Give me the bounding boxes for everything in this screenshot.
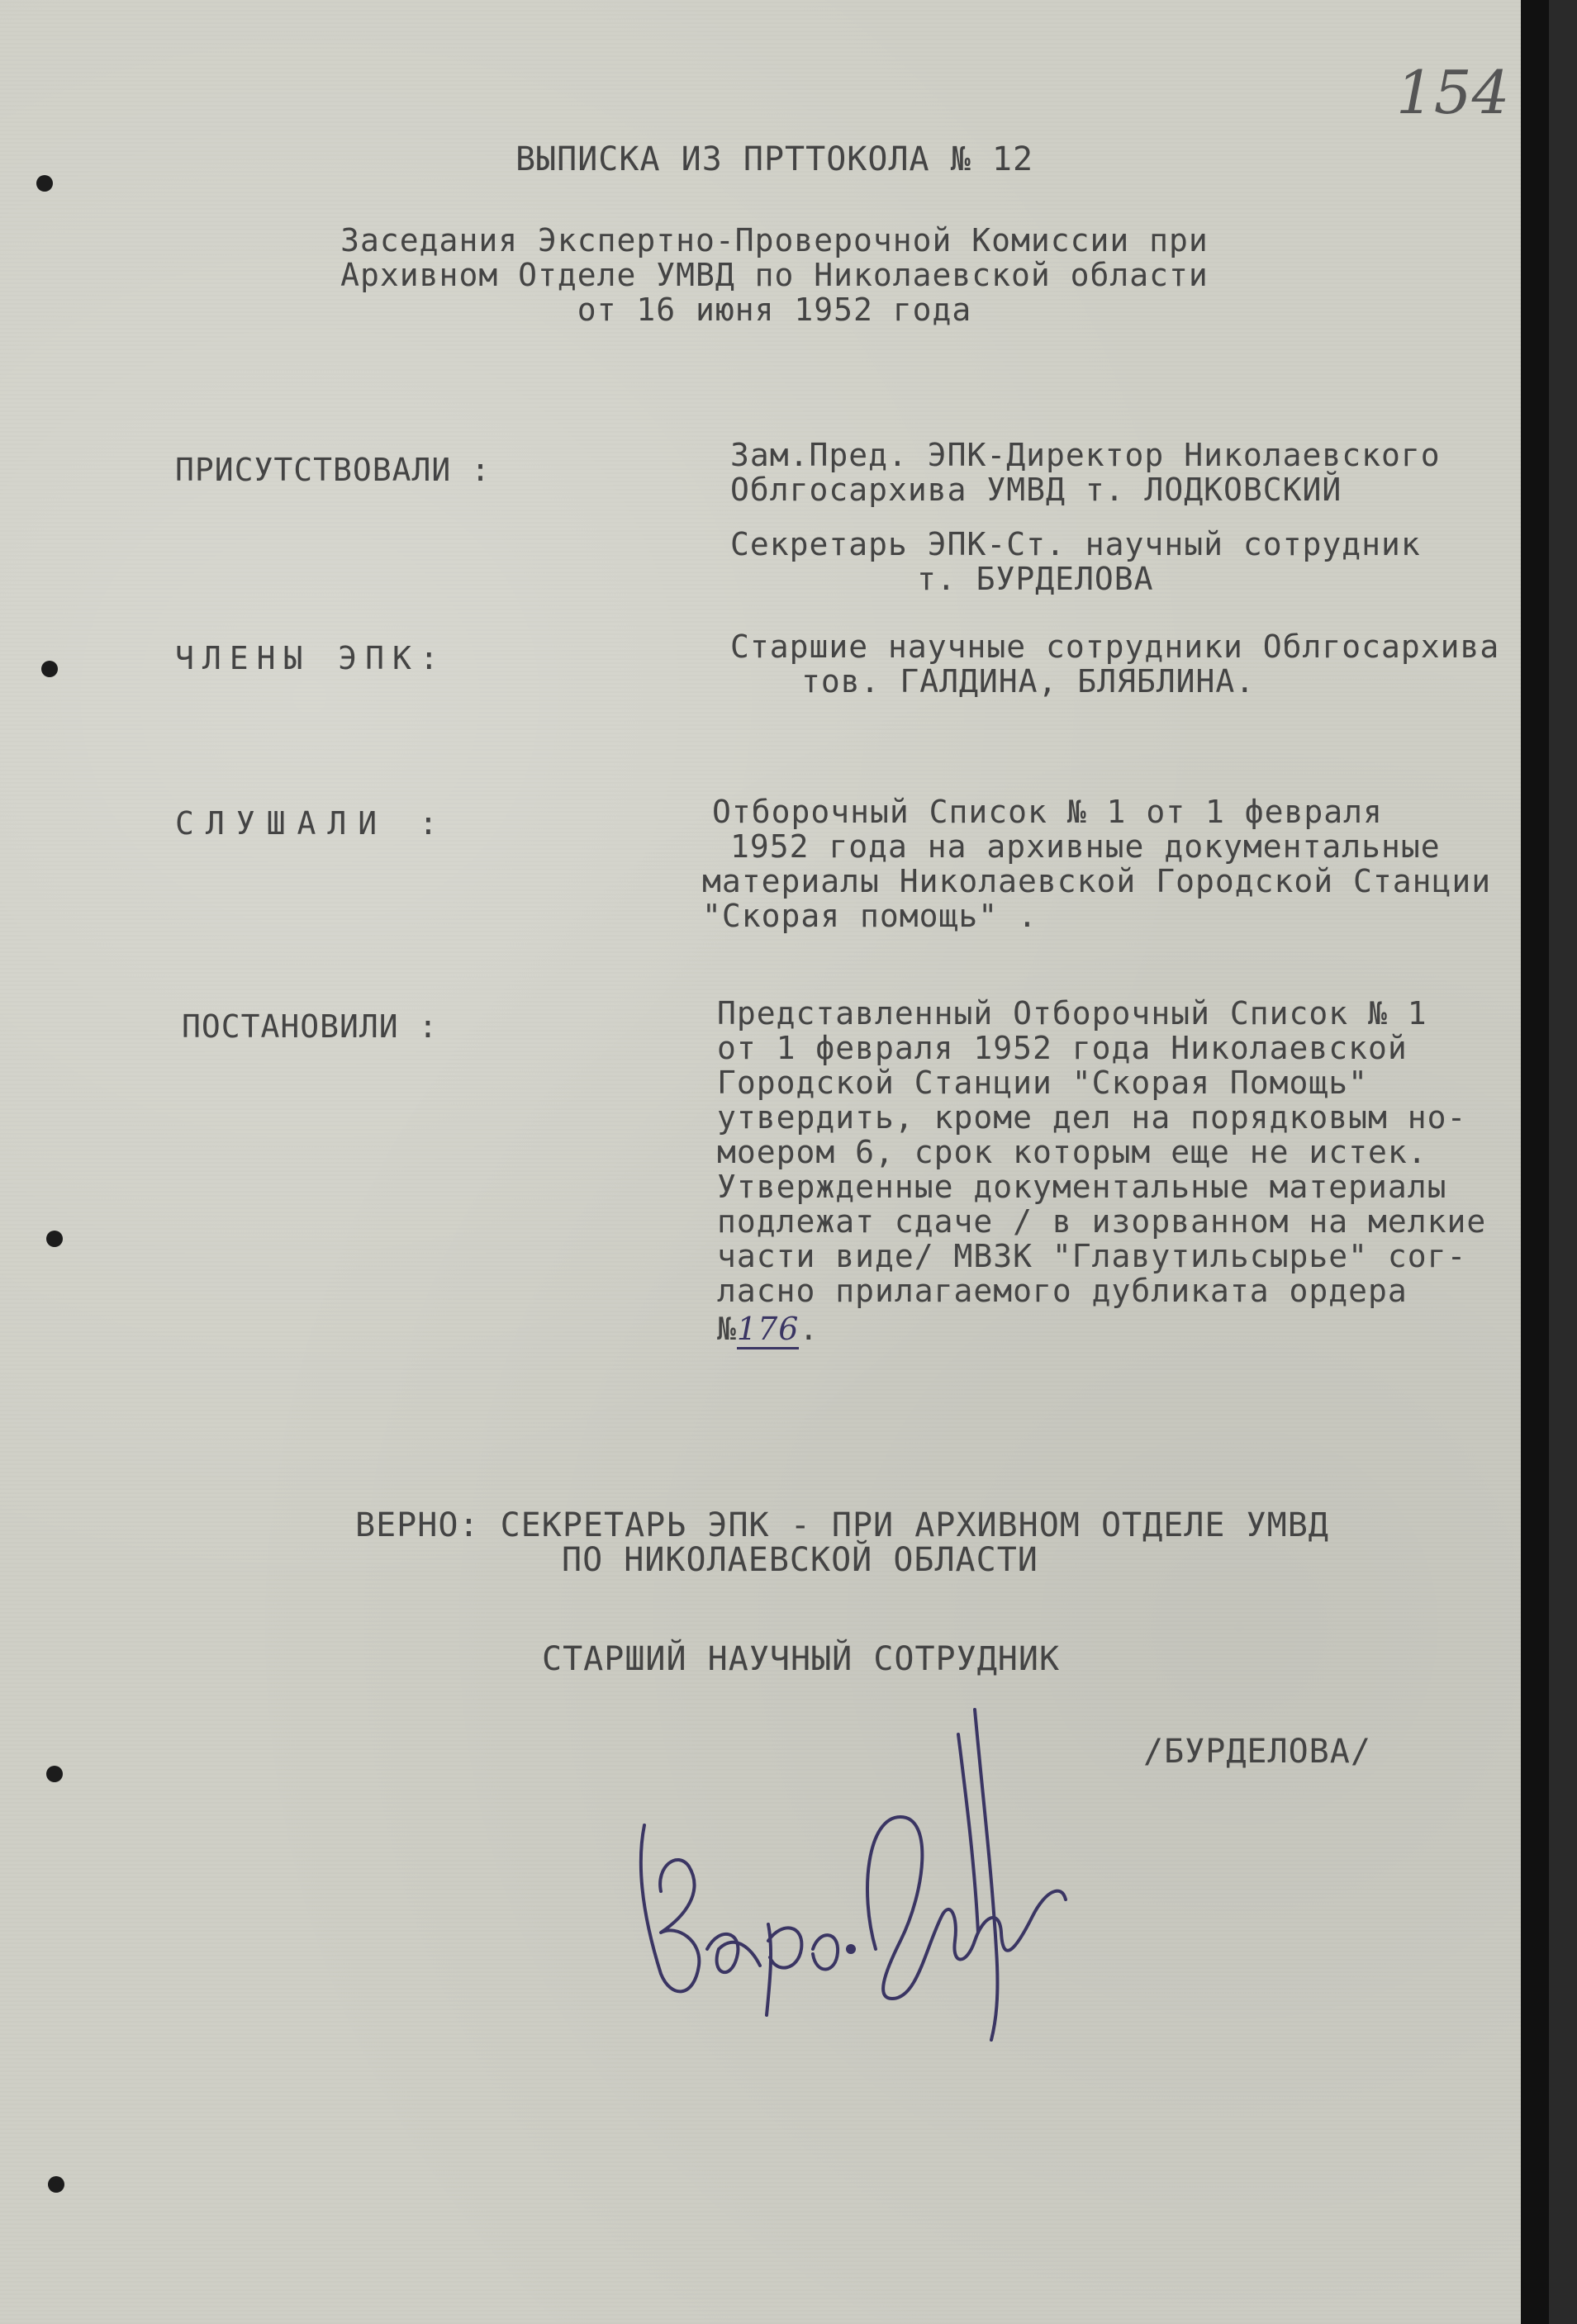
order-number-handwritten: 176: [737, 1311, 800, 1349]
present-label: ПРИСУТСТВОВАЛИ :: [175, 452, 492, 488]
verified-line: ВЕРНО: СЕКРЕТАРЬ ЭПК - ПРИ АРХИВНОМ ОТДЕЛЕ УМВД: [355, 1506, 1329, 1544]
punch-hole: [46, 1766, 63, 1782]
resolved-text: от 1 февраля 1952 года Николаевской: [717, 1030, 1408, 1066]
order-suffix: .: [799, 1311, 819, 1347]
signer-position: СТАРШИЙ НАУЧНЫЙ СОТРУДНИК: [542, 1640, 1061, 1678]
signer-name: /БУРДЕЛОВА/: [1143, 1733, 1371, 1771]
punch-hole: [41, 661, 58, 677]
present-text: Зам.Пред. ЭПК-Директор Николаевского: [730, 437, 1441, 473]
heard-text: "Скорая помощь" .: [702, 898, 1038, 934]
members-text: Старшие научные сотрудники Облгосархива: [730, 628, 1500, 665]
members-text: тов. ГАЛДИНА, БЛЯБЛИНА.: [801, 663, 1256, 700]
scan-edge: [1521, 0, 1549, 2324]
resolved-text: Утвержденные документальные материалы: [717, 1169, 1447, 1205]
document-title: ВЫПИСКА ИЗ ПРТТОКОЛА № 12: [515, 140, 1034, 178]
subtitle-line: Архивном Отделе УМВД по Николаевской области: [340, 257, 1209, 293]
order-prefix: №: [717, 1311, 737, 1347]
subtitle-line: от 16 июня 1952 года: [577, 292, 972, 328]
present-text: Секретарь ЭПК-Ст. научный сотрудник: [730, 526, 1421, 562]
resolved-text: Представленный Отборочный Список № 1: [717, 995, 1427, 1032]
subtitle-line: Заседания Экспертно-Проверочной Комиссии при: [340, 222, 1209, 258]
present-text: т. БУРДЕЛОВА: [917, 561, 1154, 597]
resolved-label: ПОСТАНОВИЛИ :: [182, 1008, 439, 1045]
present-text: Облгосархива УМВД т. ЛОДКОВСКИЙ: [730, 472, 1342, 508]
punch-hole: [48, 2176, 64, 2193]
resolved-text: утвердить, кроме дел на порядковым но-: [717, 1099, 1467, 1136]
page-number: 154: [1396, 58, 1510, 127]
resolved-text: Городской Станции "Скорая Помощь": [717, 1065, 1368, 1101]
heard-text: 1952 года на архивные документальные: [730, 828, 1441, 865]
members-label: ЧЛЕНЫ ЭПК:: [175, 640, 447, 676]
order-line: [717, 1311, 819, 1346]
resolved-text: ласно прилагаемого дубликата ордера: [717, 1273, 1408, 1309]
punch-hole: [46, 1231, 63, 1247]
verified-line: ПО НИКОЛАЕВСКОЙ ОБЛАСТИ: [562, 1541, 1038, 1579]
punch-hole: [36, 175, 53, 192]
resolved-text: части виде/ МВЗК "Главутильсырье" сог-: [717, 1238, 1467, 1274]
heard-text: Отборочный Список № 1 от 1 февраля: [712, 794, 1383, 830]
handwritten-signature: [628, 1701, 1074, 2048]
heard-text: материалы Николаевской Городской Станции: [702, 863, 1492, 899]
resolved-text: подлежат сдаче / в изорванном на мелкие: [717, 1203, 1487, 1240]
heard-label: СЛУШАЛИ :: [175, 805, 449, 842]
resolved-text: моером 6, срок которым еще не истек.: [717, 1134, 1427, 1170]
